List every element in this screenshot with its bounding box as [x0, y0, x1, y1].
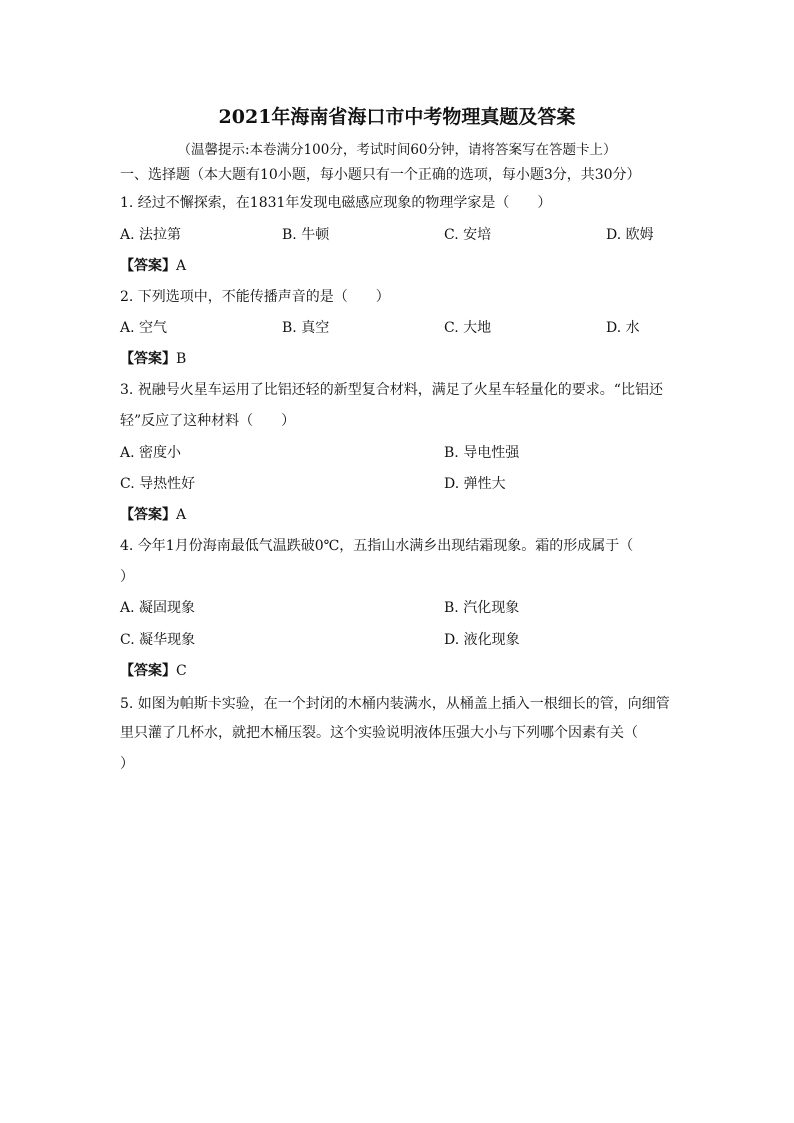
- answer-value: B: [176, 351, 187, 367]
- question-2-option-a: A. 空气: [120, 320, 168, 336]
- question-4-option-d: D. 液化现象: [444, 632, 520, 648]
- section-heading: 一、选择题（本大题有10小题，每小题只有一个正确的选项，每小题3分，共30分）: [120, 167, 641, 183]
- question-3-option-b: B. 导电性强: [444, 445, 520, 461]
- answer-label: 【答案】: [120, 663, 176, 679]
- question-3-answer: [120, 504, 186, 526]
- question-4-text-line-2: ）: [120, 569, 134, 585]
- question-4-option-a: A. 凝固现象: [120, 600, 196, 616]
- question-4-text-line-1: 4. 今年1月份海南最低气温跌破0℃，五指山水满乡出现结霜现象。霜的形成属于（: [120, 538, 634, 554]
- question-1-option-b: B. 牛顿: [282, 227, 330, 243]
- question-3-option-c: C. 导热性好: [120, 476, 196, 492]
- answer-label: 【答案】: [120, 351, 176, 367]
- question-2-option-b: B. 真空: [282, 320, 330, 336]
- answer-value: C: [176, 663, 187, 679]
- question-2-option-d: D. 水: [606, 320, 640, 336]
- question-2-answer: [120, 348, 186, 370]
- question-1-option-c: C. 安培: [444, 227, 492, 243]
- answer-value: A: [176, 507, 187, 523]
- question-3-text-line-2: 轻”反应了这种材料（ ）: [120, 413, 296, 429]
- question-1-text: 1. 经过不懈探索，在1831年发现电磁感应现象的物理学家是（ ）: [120, 195, 552, 211]
- question-3-option-a: A. 密度小: [120, 445, 182, 461]
- question-3-text-line-1: 3. 祝融号火星车运用了比铝还轻的新型复合材料，满足了火星车轻量化的要求。“比铝还: [120, 382, 663, 398]
- question-5-text-line-1: 5. 如图为帕斯卡实验，在一个封闭的木桶内装满水，从桶盖上插入一根细长的管，向细管: [120, 696, 670, 712]
- page-title: 2021年海南省海口市中考物理真题及答案: [218, 106, 576, 128]
- answer-label: 【答案】: [120, 258, 176, 274]
- exam-note: （温馨提示:本卷满分100分，考试时间60分钟，请将答案写在答题卡上）: [177, 142, 617, 158]
- question-1-option-a: A. 法拉第: [120, 227, 182, 243]
- question-2-option-c: C. 大地: [444, 320, 492, 336]
- question-1-answer: [120, 255, 186, 277]
- answer-label: 【答案】: [120, 507, 176, 523]
- question-4-answer: [120, 660, 187, 682]
- question-4-option-c: C. 凝华现象: [120, 632, 196, 648]
- answer-value: A: [176, 258, 187, 274]
- question-5-text-line-2: 里只灌了几杯水，就把木桶压裂。这个实验说明液体压强大小与下列哪个因素有关（: [120, 725, 638, 741]
- question-3-option-d: D. 弹性大: [444, 476, 506, 492]
- question-5-text-line-3: ）: [120, 756, 134, 772]
- question-4-option-b: B. 汽化现象: [444, 600, 520, 616]
- question-1-option-d: D. 欧姆: [606, 227, 654, 243]
- question-2-text: 2. 下列选项中，不能传播声音的是（ ）: [120, 289, 390, 305]
